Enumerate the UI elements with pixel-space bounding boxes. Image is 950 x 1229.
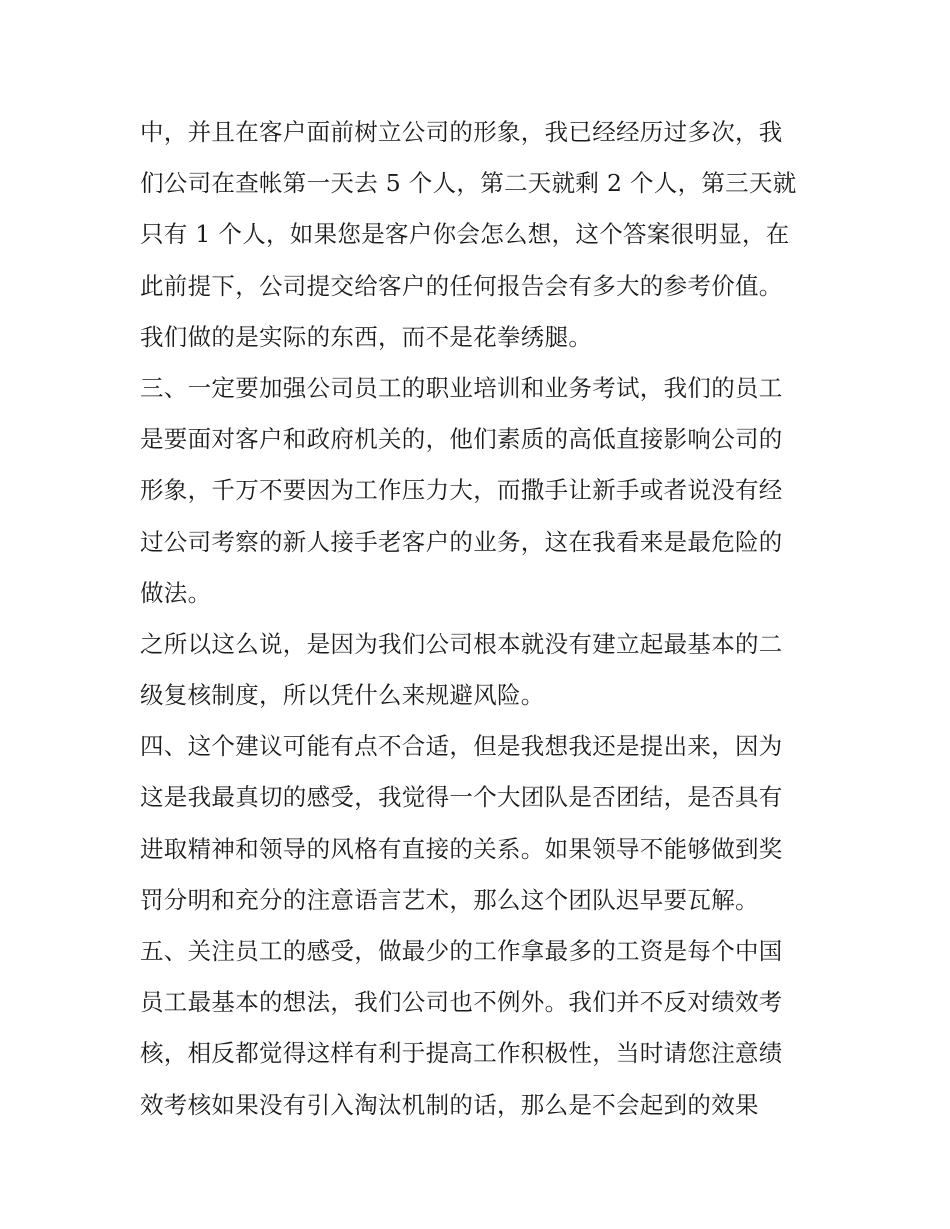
text-line: 是要面对客户和政府机关的，他们素质的高低直接影响公司的 [140, 425, 783, 454]
text-line: 之所以这么说，是因为我们公司根本就没有建立起最基本的二 [140, 629, 783, 658]
text-line: 这是我最真切的感受，我觉得一个大团队是否团结，是否具有 [140, 783, 783, 812]
text-line: 只有 1 个人，如果您是客户你会怎么想，这个答案很明显，在 [140, 220, 790, 249]
document-body [140, 107, 815, 1131]
text-line: 级复核制度，所以凭什么来规避风险。 [140, 681, 545, 710]
text-line: 三、一定要加强公司员工的职业培训和业务考试，我们的员工 [140, 373, 783, 402]
text-line: 形象，千万不要因为工作压力大，而撒手让新手或者说没有经 [140, 476, 783, 505]
text-line: 此前提下，公司提交给客户的任何报告会有多大的参考价值。 [140, 271, 783, 300]
text-line: 五、关注员工的感受，做最少的工作拿最多的工资是每个中国 [140, 937, 783, 965]
text-line: 中，并且在客户面前树立公司的形象，我已经经历过多次，我 [140, 118, 783, 146]
text-line: 我们做的是实际的东西，而不是花拳绣腿。 [140, 322, 593, 351]
text-line: 罚分明和充分的注意语言艺术，那么这个团队迟早要瓦解。 [140, 885, 759, 914]
text-line: 过公司考察的新人接手老客户的业务，这在我看来是最危险的 [140, 527, 783, 556]
text-line: 做法。 [140, 578, 212, 607]
text-line: 核，相反都觉得这样有利于提高工作积极性，当时请您注意绩 [140, 1039, 783, 1068]
text-line: 效考核如果没有引入淘汰机制的话，那么是不会起到的效果 [140, 1090, 759, 1119]
text-line: 们公司在查帐第一天去 5 个人，第二天就剩 2 个人，第三天就 [140, 169, 797, 198]
text-line: 四、这个建议可能有点不合适，但是我想我还是提出来，因为 [140, 732, 783, 761]
text-line: 进取精神和领导的风格有直接的关系。如果领导不能够做到奖 [140, 834, 783, 863]
text-line: 员工最基本的想法，我们公司也不例外。我们并不反对绩效考 [140, 988, 783, 1017]
